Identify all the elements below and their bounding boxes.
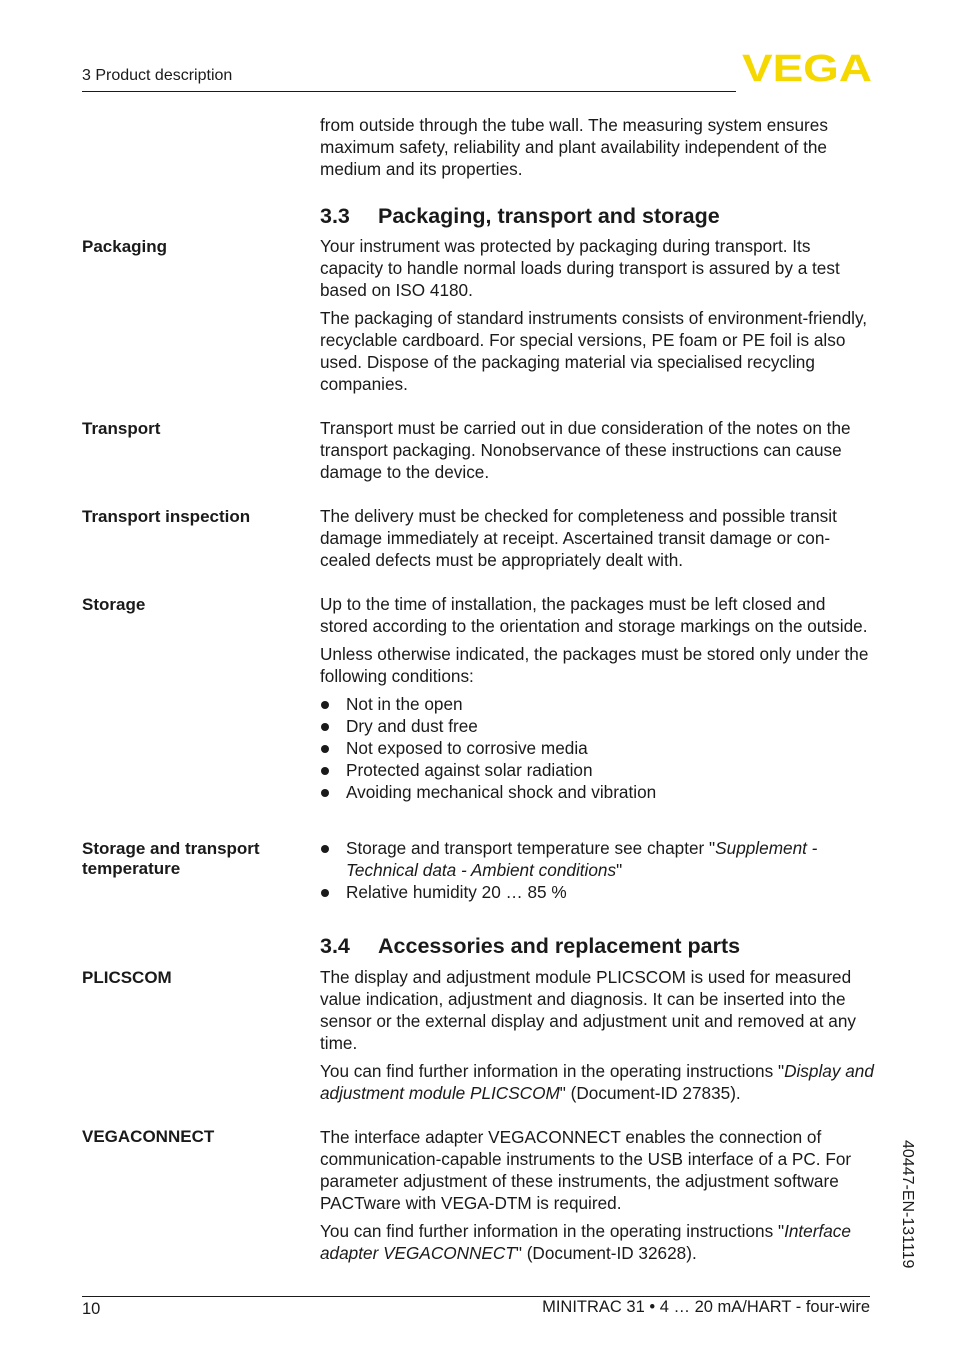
header-rule xyxy=(82,91,736,92)
section-number: 3.3 xyxy=(320,204,350,228)
label-transport-inspection: Transport inspection xyxy=(82,507,251,526)
page-number: 10 xyxy=(82,1300,101,1318)
list-item: Storage and transport temperature see chapter "Supplement - Technical data - Ambient conditions" xyxy=(320,837,876,881)
storage-text: Up to the time of installation, the packages must be left closed and stored according to the orientation and storage markings on the outside. Unless otherwise indicated, the packages must be stored only under the following conditions: Not in the open Dry and dust free Not exposed to corrosive media Protected against solar radiation Avoiding mechanical shock and vibration xyxy=(320,593,876,803)
list-item: Relative humidity 20 … 85 % xyxy=(320,881,876,903)
footer-rule xyxy=(82,1296,870,1297)
bullet-icon xyxy=(321,889,329,897)
section-heading-3-3 xyxy=(320,203,720,229)
list-item: Avoiding mechanical shock and vibration xyxy=(320,781,876,803)
label-packaging: Packaging xyxy=(82,237,168,256)
section-title: Accessories and replacement parts xyxy=(378,934,741,958)
label-storage: Storage xyxy=(82,595,146,614)
vega-logo xyxy=(741,52,873,84)
plicscom-text: The display and adjustment module PLICSCOM is used for measured value indication, adjustment and diagnosis. It can be inserted into the sensor or the external display and adjustment unit and removed at any time. You can find further information in the operating instructions "Display and adjustment module PLICSCOM" (Document-ID 27835). xyxy=(320,967,874,1103)
label-transport: Transport xyxy=(82,419,161,438)
section-title: Packaging, transport and storage xyxy=(378,204,720,228)
label-vegaconnect: VEGACONNECT xyxy=(82,1127,215,1146)
storage-conditions-list xyxy=(320,693,876,803)
list-item: Not exposed to corrosive media xyxy=(320,737,876,759)
section-number: 3.4 xyxy=(320,934,350,958)
bullet-icon xyxy=(321,745,329,753)
list-item: Protected against solar radiation xyxy=(320,759,876,781)
bullet-icon xyxy=(321,767,329,775)
bullet-icon xyxy=(321,723,329,731)
transport-inspection-text: The delivery must be checked for completeness and possible transit damage immediately at receipt. Ascertained transit damage or con-cealed defects must be appropriately dealt with. xyxy=(320,506,837,570)
bullet-icon xyxy=(321,789,329,797)
storage-temperature-text xyxy=(320,837,876,903)
list-item: Dry and dust free xyxy=(320,715,876,737)
temperature-list xyxy=(320,837,876,903)
label-storage-transport-temperature: Storage and transport temperature xyxy=(82,839,260,878)
vegaconnect-text: The interface adapter VEGACONNECT enables the connection of communication-capable instruments to the USB interface of a PC. For parameter adjustment of these instruments, the adjustment software PACTware with VEGA-DTM is required. You can find further information in the operating instructions "Interface adapter VEGACONNECT" (Document-ID 32628). xyxy=(320,1127,852,1263)
transport-text: Transport must be carried out in due consideration of the notes on the transport packaging. Nonobservance of these instructions can cause damage to the device. xyxy=(320,418,851,482)
bullet-icon xyxy=(321,845,329,853)
running-header: 3 Product description xyxy=(82,67,233,84)
intro-paragraph: from outside through the tube wall. The measuring system ensures maximum safety, reliability and plant availability independent of the medium and its properties. xyxy=(320,115,828,179)
bullet-icon xyxy=(321,701,329,709)
packaging-text: Your instrument was protected by packaging during transport. Its capacity to handle normal loads during transport is assured by a test based on ISO 4180. The packaging of standard instruments consists of environment-friendly, recyclable cardboard. For special versions, PE foam or PE foil is also used. Dispose of the packaging material via specialised recycling companies. xyxy=(320,236,868,394)
label-plicscom: PLICSCOM xyxy=(82,968,172,987)
footer-title: MINITRAC 31 • 4 … 20 mA/HART - four-wire xyxy=(542,1298,870,1316)
list-item: Not in the open xyxy=(320,693,876,715)
document-id: 40447-EN-131119 xyxy=(899,1140,916,1269)
section-heading-3-4 xyxy=(320,933,740,959)
svg-text:VEGA: VEGA xyxy=(742,52,872,84)
